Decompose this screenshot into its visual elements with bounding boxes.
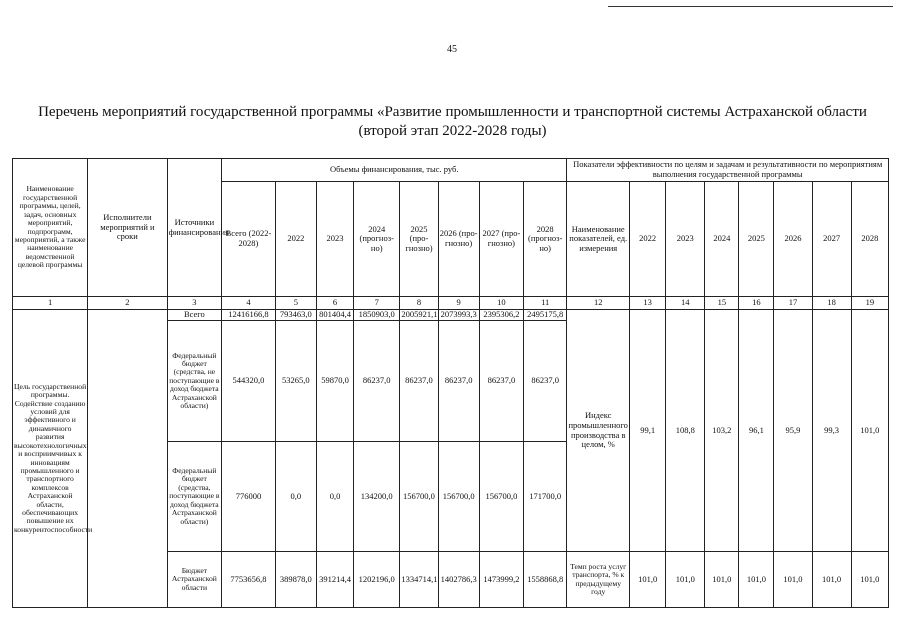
colnum-8: 8 [400,297,438,310]
colnum-13: 13 [630,297,666,310]
table-row [13,310,889,321]
indicator-value-cell: 101,0 [705,552,739,608]
value-cell: 1202196,0 [354,552,400,608]
colnum-10: 10 [479,297,523,310]
value-cell: 1558868,8 [524,552,567,608]
colnum-5: 5 [275,297,316,310]
source-cell: Всего [167,310,222,321]
colnum-1: 1 [13,297,88,310]
header-2023: 2023 [316,182,353,297]
header-indicator-name: Наименование показателей, ед. измерения [567,182,630,297]
colnum-18: 18 [812,297,851,310]
colnum-4: 4 [222,297,276,310]
value-cell: 1334714,1 [400,552,438,608]
header-ind-2025: 2025 [739,182,774,297]
colnum-12: 12 [567,297,630,310]
value-cell: 86237,0 [354,321,400,442]
value-cell: 1402786,3 [438,552,479,608]
indicator-value-cell: 108,8 [666,310,705,552]
header-2026: 2026 (про-гнозно) [438,182,479,297]
value-cell: 86237,0 [479,321,523,442]
title-line-2: (второй этап 2022-2028 годы) [358,123,547,139]
indicator-value-cell: 99,1 [630,310,666,552]
value-cell: 134200,0 [354,442,400,552]
value-cell: 53265,0 [275,321,316,442]
colnum-16: 16 [739,297,774,310]
indicator-value-cell: 95,9 [774,310,812,552]
colnum-11: 11 [524,297,567,310]
top-rule [608,6,893,7]
colnum-17: 17 [774,297,812,310]
indicator-value-cell: 101,0 [666,552,705,608]
indicator-value-cell: 101,0 [739,552,774,608]
column-number-row [13,297,889,310]
source-cell: Федеральный бюджет (средства, поступающие в доход бюджета Астраханской области) [167,442,222,552]
indicator-value-cell: 101,0 [774,552,812,608]
indicator-value-cell: 101,0 [851,310,888,552]
header-row-1 [13,159,889,182]
value-cell: 0,0 [275,442,316,552]
indicator-value-cell: 99,3 [812,310,851,552]
value-cell: 793463,0 [275,310,316,321]
colnum-15: 15 [705,297,739,310]
value-cell: 2495175,8 [524,310,567,321]
value-cell: 59870,0 [316,321,353,442]
header-ind-2023: 2023 [666,182,705,297]
document-title [20,103,885,141]
value-cell: 86237,0 [400,321,438,442]
header-2025: 2025 (про-гнозно) [400,182,438,297]
header-ind-2024: 2024 [705,182,739,297]
value-cell: 12416166,8 [222,310,276,321]
value-cell: 544320,0 [222,321,276,442]
value-cell: 801404,4 [316,310,353,321]
colnum-14: 14 [666,297,705,310]
colnum-19: 19 [851,297,888,310]
value-cell: 2073993,3 [438,310,479,321]
source-cell: Бюджет Астраханской области [167,552,222,608]
header-executors: Исполнители мероприятий и сроки [88,159,167,297]
header-2027: 2027 (про-гнозно) [479,182,523,297]
header-ind-2022: 2022 [630,182,666,297]
value-cell: 86237,0 [438,321,479,442]
indicator-value-cell: 101,0 [630,552,666,608]
colnum-7: 7 [354,297,400,310]
value-cell: 86237,0 [524,321,567,442]
source-cell: Федеральный бюджет (средства, не поступающие в доход бюджета Астраханской области) [167,321,222,442]
indicator-name-cell: Темп роста услуг транспорта, % к предыдущему году [567,552,630,608]
indicator-value-cell: 101,0 [812,552,851,608]
value-cell: 2005921,1 [401,309,438,320]
value-cell: 156700,0 [479,442,523,552]
header-sources: Источники финансирования [167,159,222,297]
colnum-9: 9 [438,297,479,310]
value-cell: 1850903,0 [354,310,400,321]
colnum-6: 6 [316,297,353,310]
program-goal-cell: Цель государственной программы. Содействие созданию условий для эффективного и динамичного развития высокотехнологичных и восприимчивых к инновациям промышленного и транспортного комплексов Астраханской области, обеспечивающих повышение их конкурентоспособности [13,310,88,608]
indicator-name-cell: Индекс промышленного производства в целом, % [567,310,630,552]
indicator-value-cell: 101,0 [851,552,888,608]
executors-cell [88,310,167,608]
value-cell: 1473999,2 [479,552,523,608]
program-table [12,158,889,608]
header-program-name: Наименование государственной программы, целей, задач, основных мероприятий, подпрограмм, мероприятий, а также наименование ведомственной целевой программы [13,159,88,297]
title-line-1: Перечень мероприятий государственной программы «Развитие промышленности и транспортной системы Астраханской области [38,104,867,120]
colnum-3: 3 [167,297,222,310]
header-indicators-group: Показатели эффективности по целям и задачам и результативности по мероприятиям выполнения государственной программы [567,159,889,182]
header-ind-2026: 2026 [774,182,812,297]
indicator-value-cell: 96,1 [739,310,774,552]
header-2024: 2024 (прогноз-но) [354,182,400,297]
indicator-value-cell: 103,2 [705,310,739,552]
value-cell: 171700,0 [524,442,567,552]
value-cell: 2395306,2 [479,310,523,321]
header-funding-group: Объемы финансирования, тыс. руб. [222,159,567,182]
header-2022: 2022 [275,182,316,297]
header-ind-2027: 2027 [812,182,851,297]
colnum-2: 2 [88,297,167,310]
value-cell: 0,0 [316,442,353,552]
value-cell: 389878,0 [275,552,316,608]
value-cell: 7753656,8 [222,552,276,608]
header-ind-2028: 2028 [851,182,888,297]
value-cell: 776000 [222,442,276,552]
header-total: Всего (2022-2028) [222,182,276,297]
header-2028: 2028 (прогноз-но) [524,182,567,297]
value-cell: 156700,0 [400,442,438,552]
value-cell: 156700,0 [438,442,479,552]
page-number: 45 [447,44,457,55]
value-cell: 391214,4 [316,552,353,608]
